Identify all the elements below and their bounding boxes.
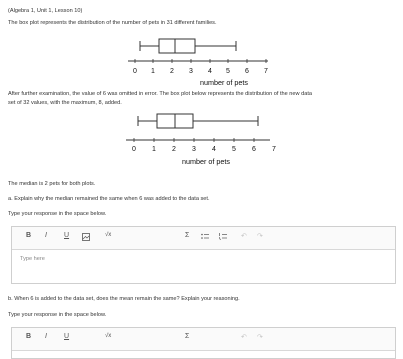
bold-button[interactable]: B: [26, 232, 32, 239]
editor-toolbar-b: [12, 328, 395, 351]
editor-toolbar: [12, 227, 395, 250]
intro-text: The box plot represents the distribution of the number of pets in 31 different families.: [8, 20, 217, 26]
answer-a-placeholder: Type here: [20, 256, 45, 262]
plot1-tick-2: 2: [170, 68, 174, 75]
sigma-button-b[interactable]: Σ: [185, 333, 190, 340]
math-button[interactable]: √x: [105, 232, 112, 238]
italic-button[interactable]: I: [45, 232, 47, 239]
plot2-tick-6: 6: [252, 146, 256, 153]
plot1-tick-1: 1: [151, 68, 155, 75]
answer-b-editor[interactable]: [11, 327, 396, 359]
undo-button-b[interactable]: ↶: [241, 334, 247, 341]
underline-button-b[interactable]: U: [64, 333, 70, 340]
redo-button-b[interactable]: ↷: [257, 334, 263, 341]
question-b-instruction: Type your response in the space below.: [8, 312, 107, 318]
box-plot-new: [126, 110, 270, 146]
sigma-button[interactable]: Σ: [185, 232, 190, 239]
plot2-tick-2: 2: [172, 146, 176, 153]
bulleted-list-icon[interactable]: [201, 233, 209, 242]
question-a-instruction: Type your response in the space below.: [8, 211, 107, 217]
plot2-tick-7: 7: [272, 146, 276, 153]
plot2-tick-4: 4: [212, 146, 216, 153]
plot1-tick-6: 6: [245, 68, 249, 75]
plot2-tick-0: 0: [132, 146, 136, 153]
lesson-heading: (Algebra 1, Unit 1, Lesson 10): [8, 8, 83, 14]
after-text-line1: After further examination, the value of 6 was omitted in error. The box plot below represents the distribution of the new data: [8, 91, 312, 97]
plot1-tick-0: 0: [133, 68, 137, 75]
italic-button-b[interactable]: I: [45, 333, 47, 340]
plot2-tick-5: 5: [232, 146, 236, 153]
question-b-prompt: b. When 6 is added to the data set, does the mean remain the same? Explain your reasoning.: [8, 296, 240, 302]
plot2-tick-3: 3: [192, 146, 196, 153]
plot1-tick-4: 4: [208, 68, 212, 75]
plot1-tick-3: 3: [189, 68, 193, 75]
median-note: The median is 2 pets for both plots.: [8, 181, 96, 187]
undo-button[interactable]: ↶: [241, 233, 247, 240]
plot1-axis-title: number of pets: [200, 78, 248, 87]
numbered-list-icon[interactable]: [219, 233, 227, 242]
bold-button-b[interactable]: B: [26, 333, 32, 340]
iqr-box: [159, 39, 195, 53]
plot2-axis-title: number of pets: [182, 157, 230, 166]
math-button-b[interactable]: √x: [105, 333, 112, 339]
box-plot-original: [128, 35, 268, 67]
image-icon[interactable]: [82, 233, 90, 243]
redo-button[interactable]: ↷: [257, 233, 263, 240]
plot1-tick-7: 7: [264, 68, 268, 75]
answer-a-editor[interactable]: [11, 226, 396, 284]
question-a-prompt: a. Explain why the median remained the same when 6 was added to the data set.: [8, 196, 210, 202]
plot1-tick-5: 5: [226, 68, 230, 75]
after-text-line2: set of 32 values, with the maximum, 8, added.: [8, 100, 122, 106]
underline-button[interactable]: U: [64, 232, 70, 239]
plot2-tick-1: 1: [152, 146, 156, 153]
